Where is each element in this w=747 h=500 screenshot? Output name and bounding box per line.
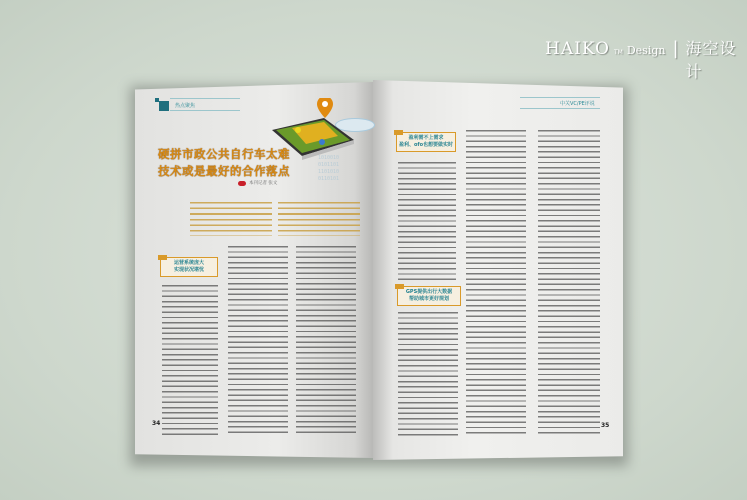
binary-decoration: 1010010 0101101 1101010 0110101: [318, 155, 340, 182]
logo-chinese: 海空设计: [685, 39, 737, 81]
body-column-right-1b: [398, 312, 458, 436]
subheading-line-2: 实现状况堪忧: [173, 267, 204, 273]
tag-rule: [170, 98, 240, 99]
section-tag-right: 中关VC/PE评说: [560, 101, 595, 107]
intro-column-1: [190, 202, 272, 236]
body-column-right-1a: [398, 162, 456, 280]
subheading-line-2: 帮助城市更好规划: [408, 296, 449, 302]
body-column-left-1: [162, 285, 218, 435]
body-column-right-2: [466, 130, 526, 436]
byline-text: 本刊记者 张文: [249, 181, 278, 186]
subheading-line-1: 运营系统庞大: [173, 260, 204, 266]
logo-tm: TM: [614, 49, 623, 56]
title-line-1: 硬拼市政公共自行车太难: [158, 147, 290, 161]
logo-design: Design: [626, 44, 666, 57]
section-tag-left: 热点聚焦: [175, 103, 196, 109]
article-title: [158, 146, 290, 180]
tag-rule: [520, 108, 600, 109]
byline-icon: [238, 181, 246, 186]
intro-column-2: [278, 202, 360, 236]
logo-brand: HAIKO: [545, 39, 610, 59]
subheading-line-1: 盈利需不上需求: [408, 135, 444, 141]
subheading-line-2: 盈利、ofo也想要做实时: [398, 142, 454, 148]
byline: [238, 180, 277, 186]
body-column-left-3: [296, 246, 356, 436]
page-number-right: 35: [601, 422, 610, 429]
brand-logo: [545, 36, 747, 82]
subheading-box-left: [160, 257, 218, 277]
tag-rule: [520, 97, 600, 98]
title-line-2: 技术或是最好的合作落点: [158, 164, 290, 178]
body-column-left-2: [228, 246, 288, 436]
subheading-box-right-1: [396, 132, 456, 152]
tag-square: [159, 101, 169, 111]
subheading-box-right-2: [397, 286, 461, 306]
body-column-right-3: [538, 130, 600, 436]
page-number-left: 34: [152, 420, 161, 427]
subheading-line-1: GPS提供出行大数据: [405, 289, 453, 295]
tag-rule: [170, 110, 240, 111]
logo-separator: |: [672, 38, 679, 59]
